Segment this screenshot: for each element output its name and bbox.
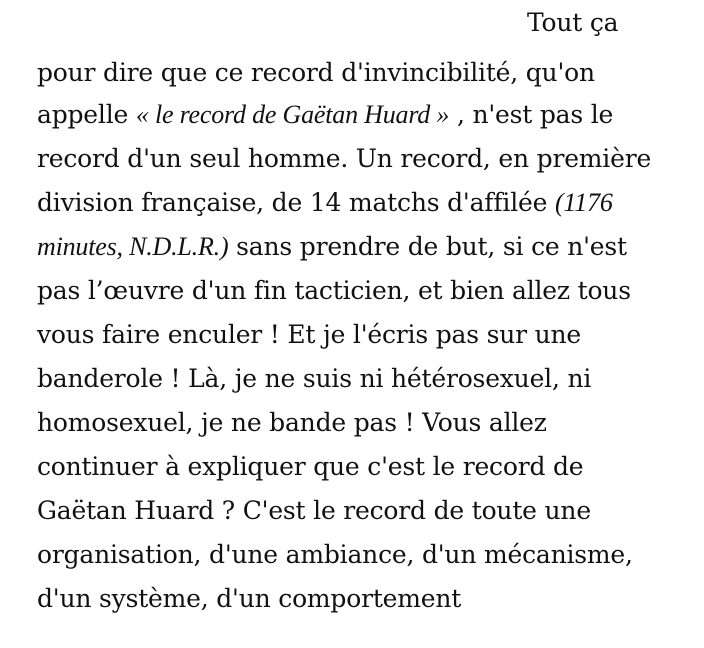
text-line-12 [37, 492, 591, 530]
line-4-text: record d'un seul homme. Un record, en première [37, 144, 652, 173]
line-8-text: vous faire enculer ! Et je l'écris pas sur une [37, 320, 582, 349]
line-3-text-b: , n'est pas le [449, 100, 614, 129]
text-line-9 [37, 360, 591, 398]
line-2-text: pour dire que ce record d'invincibilité, qu'on [37, 58, 595, 87]
line-3-text-a: appelle [37, 100, 136, 129]
text-line-8 [37, 316, 581, 354]
line-12-text: Gaëtan Huard ? C'est le record de toute une [37, 496, 591, 525]
line-11-text: continuer à expliquer que c'est le record de [37, 452, 584, 481]
line-6-text: sans prendre de but, si ce n'est [228, 232, 627, 261]
line-3-italic-quote: « le record de Gaëtan Huard » [135, 100, 450, 129]
line-14-text: d'un système, d'un comportement [37, 584, 462, 613]
text-line-6 [37, 228, 627, 266]
line-6-italic: minutes, N.D.L.R.) [37, 232, 229, 261]
text-line-2 [37, 54, 595, 92]
text-line-3 [37, 96, 613, 134]
line-9-text: banderole ! Là, je ne suis ni hétérosexuel, ni [37, 364, 592, 393]
text-line-4 [37, 140, 651, 178]
text-line-7 [37, 272, 631, 310]
line-7-text: pas l’œuvre d'un fin tacticien, et bien allez tous [37, 276, 631, 305]
line-5-text: division française, de 14 matchs d'affilée [37, 188, 555, 217]
text-line-1 [527, 4, 618, 42]
line-13-text: organisation, d'une ambiance, d'un mécanisme, [37, 540, 633, 569]
line-1-text: Tout ça [527, 8, 619, 37]
line-10-text: homosexuel, je ne bande pas ! Vous allez [37, 408, 547, 437]
text-line-11 [37, 448, 583, 486]
text-line-14 [37, 580, 461, 618]
line-5-italic: (1176 [554, 188, 613, 217]
text-line-5 [37, 184, 613, 222]
text-line-13 [37, 536, 633, 574]
text-line-10 [37, 404, 547, 442]
